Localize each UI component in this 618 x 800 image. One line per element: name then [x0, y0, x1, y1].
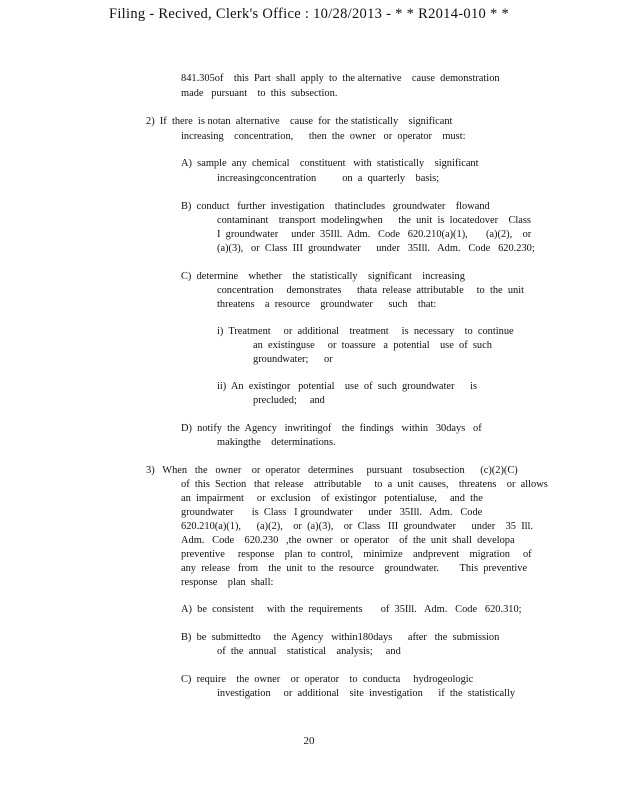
body-line: precluded; and	[253, 395, 325, 406]
body-line: (a)(3), or Class III groundwater under 35Ill. Adm. Code 620.230;	[217, 243, 535, 254]
body-line: an existinguse or toassure a potential use of such	[253, 340, 492, 351]
body-line: C) require the owner or operator to conducta hydrogeologic	[181, 674, 474, 685]
page-number: 20	[303, 735, 315, 747]
body-line: an impairment or exclusion of existingor potentialuse, and the	[181, 493, 483, 504]
body-line: i) Treatment or additional treatment is necessary to continue	[217, 326, 514, 337]
body-line: 2) If there is notan alternative cause for the statistically significant	[146, 116, 453, 127]
body-line: 841.305of this Part shall apply to the alternative cause demonstration	[181, 73, 500, 84]
body-line: 3) When the owner or operator determines pursuant tosubsection (c)(2)(C)	[146, 465, 518, 476]
body-line: increasingconcentration on a quarterly basis;	[217, 173, 440, 184]
body-line: groundwater; or	[253, 354, 333, 365]
body-line: I groundwater under 35Ill. Adm. Code 620.210(a)(1), (a)(2), or	[217, 229, 532, 240]
body-line: threatens a resource groundwater such that:	[217, 299, 437, 310]
body-line: of this Section that release attributable to a unit causes, threatens or allows	[181, 479, 548, 490]
body-line: response plan shall:	[181, 577, 274, 588]
body-line: of the annual statistical analysis; and	[217, 646, 401, 657]
body-line: 620.210(a)(1), (a)(2), or (a)(3), or Class III groundwater under 35 Ill.	[181, 521, 534, 532]
body-line: any release from the unit to the resource groundwater. This preventive	[181, 563, 528, 574]
body-line: concentration demonstrates thata release attributable to the unit	[217, 285, 525, 296]
body-line: A) sample any chemical constituent with statistically significant	[181, 158, 479, 169]
body-line: C) determine whether the statistically significant increasing	[181, 271, 465, 282]
body-line: Adm. Code 620.230 ,the owner or operator of the unit shall developa	[181, 535, 515, 546]
body-line: made pursuant to this subsection.	[181, 88, 338, 99]
body-line: D) notify the Agency inwritingof the findings within 30days of	[181, 423, 482, 434]
body-line: preventive response plan to control, minimize andprevent migration of	[181, 549, 532, 560]
body-line: investigation or additional site investigation if the statistically	[217, 688, 516, 699]
body-line: ii) An existingor potential use of such groundwater is	[217, 381, 478, 392]
body-line: B) be submittedto the Agency within180days after the submission	[181, 632, 500, 643]
body-line: increasing concentration, then the owner or operator must:	[181, 131, 466, 142]
filing-header: Filing - Recived, Clerk's Office : 10/28/2013 - * * R2014-010 * *	[108, 6, 509, 22]
body-line: A) be consistent with the requirements of 35Ill. Adm. Code 620.310;	[181, 604, 522, 615]
body-line: groundwater is Class I groundwater under 35Ill. Adm. Code	[181, 507, 483, 518]
body-line: B) conduct further investigation thatincludes groundwater flowand	[181, 201, 490, 212]
body-line: contaminant transport modelingwhen the unit is locatedover Class	[217, 215, 531, 226]
body-line: makingthe determinations.	[217, 437, 336, 448]
